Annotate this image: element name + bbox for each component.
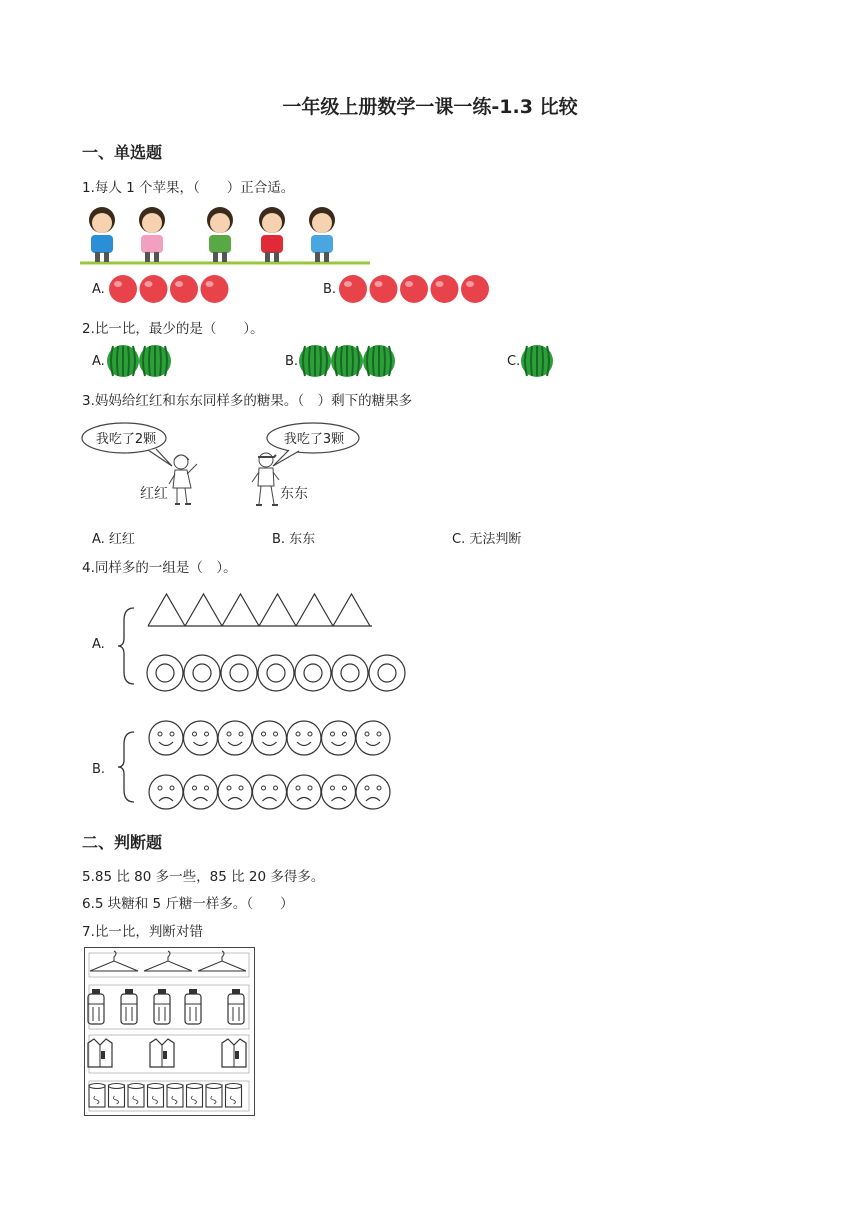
page-title: 一年级上册数学一课一练-1.3 比较 — [282, 96, 578, 118]
can-icon — [148, 1084, 164, 1108]
question-4-text: 4.同样多的一组是（ ）。 — [82, 560, 237, 576]
triangle-shape — [148, 594, 185, 626]
rings-row — [146, 654, 412, 694]
question-3-option-c[interactable]: C. 无法判断 — [452, 532, 522, 547]
apple-icon — [431, 275, 459, 303]
apples-group-b[interactable] — [338, 273, 493, 303]
section-heading-true-false: 二、判断题 — [82, 833, 163, 852]
can-icon — [89, 1084, 105, 1108]
question-5-text: 5.85 比 80 多一些，85 比 20 多得多。 — [82, 869, 325, 885]
question-7-text: 7.比一比，判断对错 — [82, 924, 203, 940]
apple-icon — [109, 275, 137, 303]
ring-shape — [184, 655, 220, 691]
happy-face-icon — [218, 721, 252, 755]
happy-face-icon — [356, 721, 390, 755]
sad-face-icon — [253, 775, 287, 809]
apple-icon — [400, 275, 428, 303]
triangle-shape — [333, 594, 370, 626]
can-icon — [128, 1084, 144, 1108]
children-illustration — [80, 204, 370, 266]
child-figure — [207, 207, 233, 262]
triangles-row — [148, 592, 374, 630]
apple-icon — [461, 275, 489, 303]
boy-dongdong-illustration — [250, 450, 282, 512]
section-heading-single-choice: 一、单选题 — [82, 143, 163, 162]
sad-faces-row — [148, 774, 398, 812]
sad-face-icon — [322, 775, 356, 809]
speech-bubble-right-text: 我吃了3颗 — [283, 432, 345, 447]
happy-face-icon — [184, 721, 218, 755]
question-2-option-c-label[interactable]: C. — [507, 354, 521, 369]
happy-face-icon — [287, 721, 321, 755]
can-icon — [187, 1084, 203, 1108]
girl-honghong-illustration — [165, 452, 205, 510]
question-3-text: 3.妈妈给红红和东东同样多的糖果。（ ）剩下的糖果多 — [82, 393, 413, 409]
sad-face-icon — [184, 775, 218, 809]
ring-shape — [295, 655, 331, 691]
triangle-shape — [185, 594, 222, 626]
ring-shape — [258, 655, 294, 691]
child-figure — [259, 207, 285, 262]
question-4-option-b-label[interactable]: B. — [92, 762, 106, 777]
sad-face-icon — [149, 775, 183, 809]
apple-icon — [339, 275, 367, 303]
ring-shape — [332, 655, 368, 691]
speech-bubble-left-text: 我吃了2颗 — [95, 432, 157, 447]
brace-a-icon — [116, 606, 136, 686]
happy-face-icon — [149, 721, 183, 755]
triangle-shape — [296, 594, 333, 626]
question-2-text: 2.比一比，最少的是（ ）。 — [82, 321, 264, 337]
can-icon — [206, 1084, 222, 1108]
name-label-honghong: 红红 — [140, 486, 168, 502]
comparison-figure — [84, 947, 256, 1117]
sad-face-icon — [287, 775, 321, 809]
can-icon — [167, 1084, 183, 1108]
can-icon — [226, 1084, 242, 1108]
question-1-text: 1.每人 1 个苹果，（ ）正合适。 — [82, 180, 295, 196]
watermelons-group-b[interactable] — [298, 342, 398, 380]
watermelons-group-c[interactable] — [520, 342, 560, 380]
sad-face-icon — [218, 775, 252, 809]
brace-b-icon — [116, 730, 136, 804]
question-1-option-a-label[interactable]: A. — [92, 282, 105, 297]
question-3-option-a[interactable]: A. 红红 — [92, 532, 135, 547]
ring-shape — [369, 655, 405, 691]
question-3-option-b[interactable]: B. 东东 — [272, 532, 316, 547]
can-icon — [109, 1084, 125, 1108]
happy-face-icon — [322, 721, 356, 755]
happy-face-icon — [253, 721, 287, 755]
apple-icon — [170, 275, 198, 303]
question-1-option-b-label[interactable]: B. — [323, 282, 337, 297]
name-label-dongdong: 东东 — [280, 486, 308, 502]
triangle-shape — [259, 594, 296, 626]
watermelons-group-a[interactable] — [106, 342, 176, 380]
apple-icon — [201, 275, 229, 303]
question-4-option-a-label[interactable]: A. — [92, 637, 105, 652]
apple-icon — [370, 275, 398, 303]
child-figure — [139, 207, 165, 262]
child-figure — [89, 207, 115, 262]
ring-shape — [147, 655, 183, 691]
triangle-shape — [222, 594, 259, 626]
question-2-option-b-label[interactable]: B. — [285, 354, 299, 369]
apples-group-a[interactable] — [108, 273, 233, 303]
ring-shape — [221, 655, 257, 691]
apple-icon — [140, 275, 168, 303]
child-figure — [309, 207, 335, 262]
happy-faces-row — [148, 720, 398, 758]
sad-face-icon — [356, 775, 390, 809]
question-2-option-a-label[interactable]: A. — [92, 354, 105, 369]
question-6-text: 6.5 块糖和 5 斤糖一样多。（ ） — [82, 896, 294, 912]
